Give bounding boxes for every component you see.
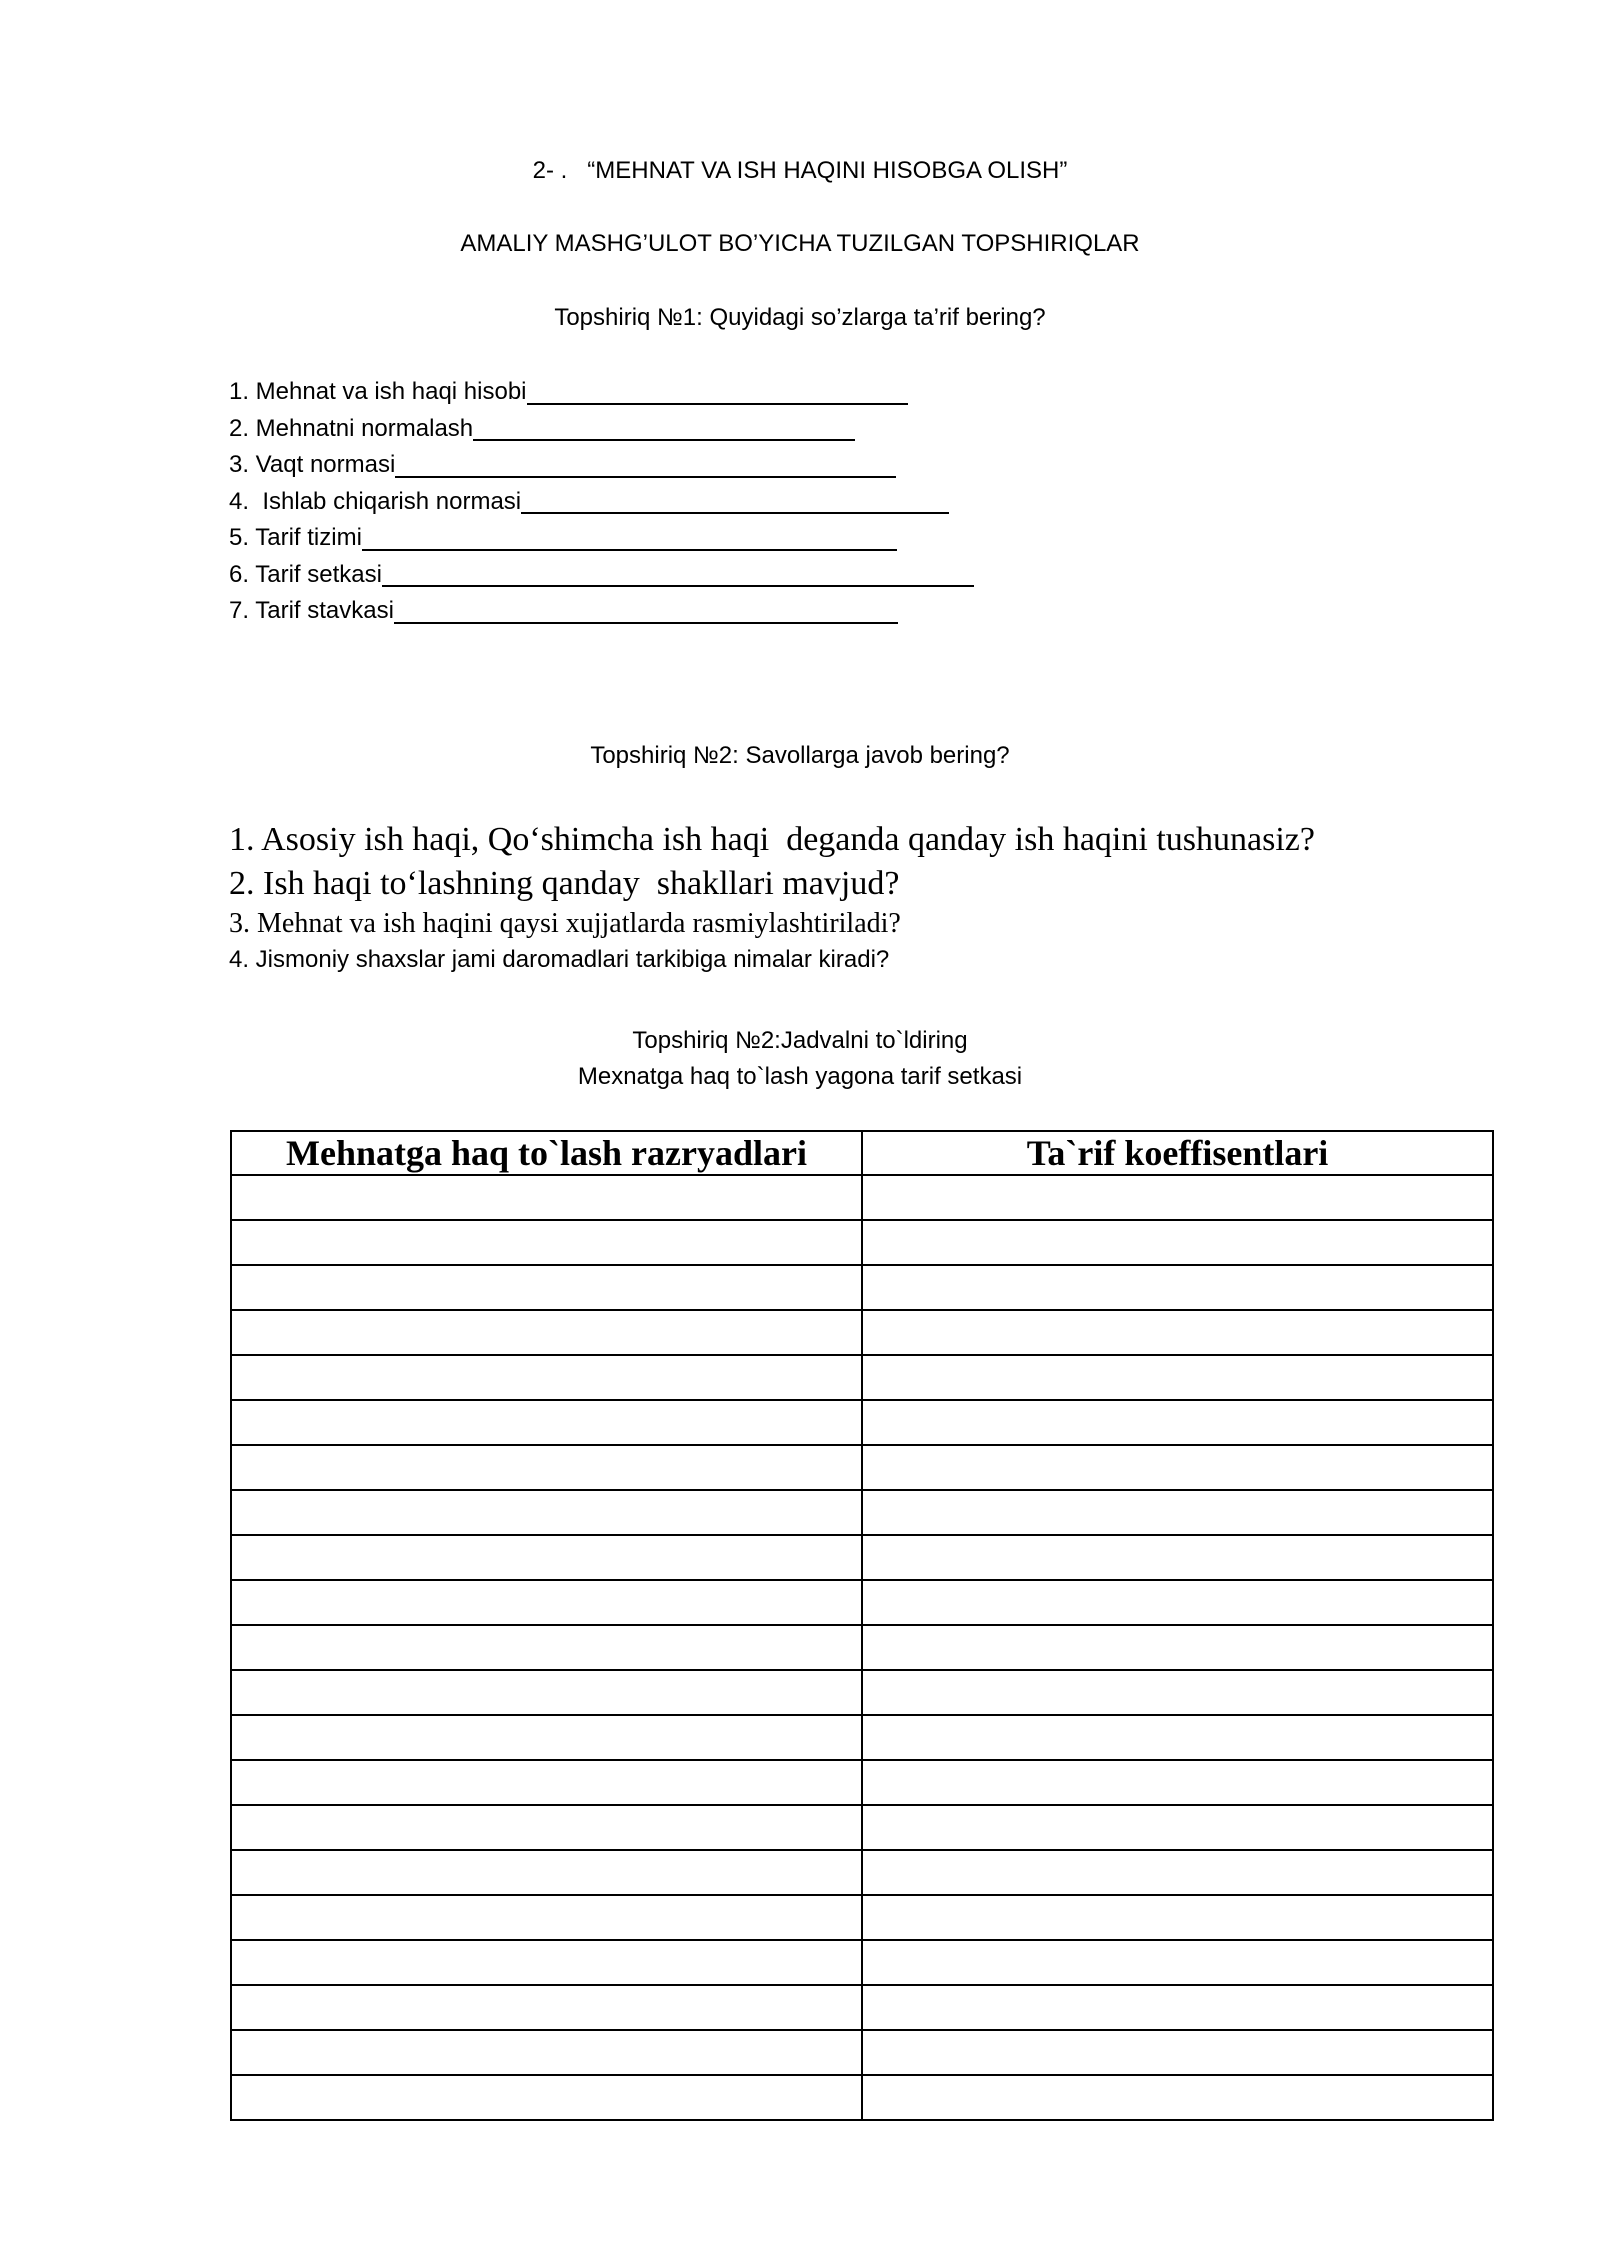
table-row	[231, 1760, 1493, 1805]
razryad-cell[interactable]	[231, 1310, 862, 1355]
razryad-cell[interactable]	[231, 1625, 862, 1670]
razryad-cell[interactable]	[231, 1580, 862, 1625]
razryad-cell[interactable]	[231, 1850, 862, 1895]
table-row	[231, 1355, 1493, 1400]
razryad-cell[interactable]	[231, 1805, 862, 1850]
razryad-cell[interactable]	[231, 1895, 862, 1940]
definition-term: 2. Mehnatni normalash	[229, 414, 474, 442]
coefficient-cell[interactable]	[862, 1805, 1493, 1850]
razryad-cell[interactable]	[231, 1175, 862, 1220]
table-caption: Mexnatga haq to`lash yagona tarif setkasi	[577, 1063, 1023, 1090]
table-row	[231, 2030, 1493, 2075]
answer-blank[interactable]	[394, 598, 898, 624]
razryad-cell[interactable]	[231, 1445, 862, 1490]
table-row	[231, 1220, 1493, 1265]
definition-term: 3. Vaqt normasi	[229, 451, 396, 478]
razryad-cell[interactable]	[231, 1220, 862, 1265]
table-row	[231, 1445, 1493, 1490]
table-row	[231, 2075, 1493, 2120]
coefficient-cell[interactable]	[862, 1760, 1493, 1805]
table-row	[231, 1895, 1493, 1940]
coefficient-cell[interactable]	[862, 1445, 1493, 1490]
table-row	[231, 1670, 1493, 1715]
document-title: 2- . “MEHNAT VA ISH HAQINI HISOBGA OLISH”	[532, 157, 1068, 184]
coefficient-cell[interactable]	[862, 1940, 1493, 1985]
table-row	[231, 1625, 1493, 1670]
razryad-cell[interactable]	[231, 2075, 862, 2120]
coefficient-cell[interactable]	[862, 1400, 1493, 1445]
task2-heading: Topshiriq №2: Savollarga javob bering?	[590, 742, 1010, 769]
question-item: 2. Ish haqi to‘lashning qanday shakllari mavjud?	[229, 865, 900, 902]
column-header: Ta`rif koeffisentlari	[862, 1131, 1493, 1175]
definition-item	[229, 374, 1329, 411]
coefficient-cell[interactable]	[862, 1670, 1493, 1715]
coefficient-cell[interactable]	[862, 1715, 1493, 1760]
coefficient-cell[interactable]	[862, 1220, 1493, 1265]
answer-blank[interactable]	[527, 379, 908, 405]
definition-item	[229, 447, 1329, 484]
coefficient-cell[interactable]	[862, 1490, 1493, 1535]
razryad-cell[interactable]	[231, 1355, 862, 1400]
razryad-cell[interactable]	[231, 1940, 862, 1985]
column-header: Mehnatga haq to`lash razryadlari	[231, 1131, 862, 1175]
answer-blank[interactable]	[521, 488, 949, 514]
table-row	[231, 1535, 1493, 1580]
definition-item	[229, 593, 1329, 630]
definition-list	[229, 374, 1329, 630]
razryad-cell[interactable]	[231, 1535, 862, 1580]
coefficient-cell[interactable]	[862, 1355, 1493, 1400]
definition-item	[229, 557, 1329, 594]
definition-item	[229, 484, 1329, 521]
question-item: 4. Jismoniy shaxslar jami daromadlari tarkibiga nimalar kiradi?	[229, 946, 890, 973]
coefficient-cell[interactable]	[862, 1175, 1493, 1220]
razryad-cell[interactable]	[231, 1400, 862, 1445]
coefficient-cell[interactable]	[862, 1265, 1493, 1310]
razryad-cell[interactable]	[231, 1760, 862, 1805]
coefficient-cell[interactable]	[862, 1580, 1493, 1625]
coefficient-cell[interactable]	[862, 1895, 1493, 1940]
answer-blank[interactable]	[382, 561, 974, 587]
coefficient-cell[interactable]	[862, 1310, 1493, 1355]
task1-heading: Topshiriq №1: Quyidagi so’zlarga ta’rif bering?	[554, 304, 1046, 331]
table-row	[231, 1175, 1493, 1220]
coefficient-cell[interactable]	[862, 2030, 1493, 2075]
definition-item	[229, 411, 1329, 448]
task3-heading: Topshiriq №2:Jadvalni to`ldiring	[632, 1027, 968, 1054]
definition-term: 4. Ishlab chiqarish normasi	[229, 487, 522, 515]
definition-item	[229, 520, 1329, 557]
definition-term: 1. Mehnat va ish haqi hisobi	[229, 378, 527, 405]
answer-blank[interactable]	[473, 415, 855, 441]
coefficient-cell[interactable]	[862, 1535, 1493, 1580]
table-row	[231, 1265, 1493, 1310]
razryad-cell[interactable]	[231, 1985, 862, 2030]
table-row	[231, 1310, 1493, 1355]
question-item: 1. Asosiy ish haqi, Qo‘shimcha ish haqi deganda qanday ish haqini tushunasiz?	[229, 821, 1315, 858]
definition-term: 7. Tarif stavkasi	[229, 597, 394, 624]
document-subtitle: AMALIY MASHG’ULOT BO’YICHA TUZILGAN TOPSHIRIQLAR	[460, 230, 1140, 257]
razryad-cell[interactable]	[231, 2030, 862, 2075]
table-row	[231, 1940, 1493, 1985]
coefficient-cell[interactable]	[862, 1985, 1493, 2030]
definition-term: 6. Tarif setkasi	[229, 560, 382, 588]
table-row	[231, 1400, 1493, 1445]
table-header-row	[231, 1131, 1493, 1175]
razryad-cell[interactable]	[231, 1490, 862, 1535]
coefficient-cell[interactable]	[862, 1625, 1493, 1670]
table-body	[231, 1175, 1493, 2120]
table-row	[231, 1805, 1493, 1850]
table-row	[231, 1490, 1493, 1535]
answer-blank[interactable]	[362, 525, 897, 551]
table-row	[231, 1850, 1493, 1895]
table-row	[231, 1715, 1493, 1760]
definition-term: 5. Tarif tizimi	[229, 524, 362, 551]
razryad-cell[interactable]	[231, 1670, 862, 1715]
coefficient-cell[interactable]	[862, 2075, 1493, 2120]
answer-blank[interactable]	[395, 452, 896, 478]
razryad-cell[interactable]	[231, 1715, 862, 1760]
table-row	[231, 1580, 1493, 1625]
coefficient-cell[interactable]	[862, 1850, 1493, 1895]
tariff-table	[230, 1130, 1494, 2121]
razryad-cell[interactable]	[231, 1265, 862, 1310]
question-item: 3. Mehnat va ish haqini qaysi xujjatlarda rasmiylashtiriladi?	[229, 908, 901, 939]
table-row	[231, 1985, 1493, 2030]
